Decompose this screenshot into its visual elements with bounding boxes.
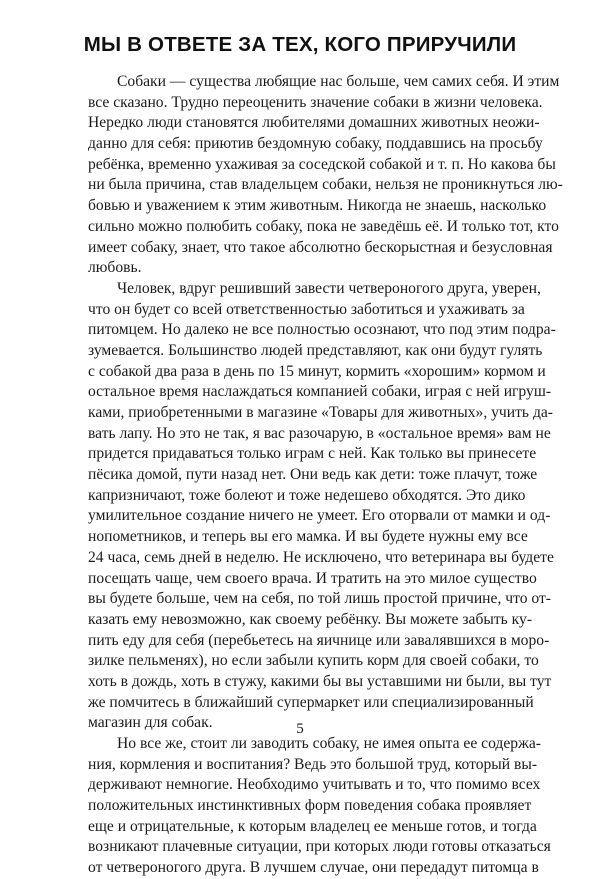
text-line: же помчитесь в ближайший супермаркет или специализированный — [88, 693, 534, 711]
text-line: 24 часа, семь дней в неделю. Не исключено, что ветеринара вы будете — [88, 548, 554, 566]
text-line: ребёнка, временно ухаживая за соседской собакой и т. п. Но какова бы — [88, 155, 556, 173]
text-line: магазин для собак. — [88, 714, 213, 732]
text-line: пить еду для себя (перебьетесь на яичнице или завалявшихся в моро- — [88, 631, 550, 649]
text-line: Человек, вдруг решивший завести четвероногого друга, уверен, — [117, 279, 541, 297]
text-line: хоть в дождь, хоть в стужу, какими бы вы уставшими ни были, вы тут — [88, 672, 552, 690]
text-line: пёсика домой, пути назад нет. Они ведь как дети: тоже плачут, тоже — [88, 466, 538, 484]
body-text — [88, 72, 563, 879]
text-line: Собаки — существа любящие нас больше, чем самих себя. И этим — [117, 73, 560, 90]
paragraph-3 — [88, 734, 551, 879]
text-line: вать лапу. Но это не так, я вас разочарую, в «остальное время» вам не — [88, 424, 551, 442]
paragraph-2 — [88, 279, 556, 734]
text-line: вы будете больше, чем на себя, по той лишь простой причине, что от- — [88, 590, 551, 608]
text-line: питомцем. Но далеко не все полностью осознают, что под этим подра- — [88, 321, 556, 339]
text-line: Но все же, стоит ли заводить собаку, не имея опыта ее содержа- — [117, 735, 541, 752]
text-line: еще и отрицательные, к которым владелец ее меньше готов, и тогда — [88, 817, 537, 835]
text-line: зумевается. Большинство людей представляют, как они будут гулять — [88, 341, 543, 359]
text-line: держивают немногие. Необходимо учитывать и то, что помимо всех — [88, 776, 541, 794]
page-number: 5 — [296, 721, 304, 737]
text-line: придется придаваться только играм с ней. Как только вы принесете — [88, 445, 537, 463]
text-line: остальное время наслаждаться компанией собаки, играя с ней игруш- — [88, 383, 552, 401]
text-line: ками, приобретенными в магазине «Товары для животных», учить да- — [88, 404, 553, 421]
text-line: умилительное создание ничего не умеет. Его оторвали от мамки и од- — [88, 507, 551, 525]
text-line: данно для себя: приютив бездомную собаку, поддавшись на просьбу — [88, 135, 543, 153]
text-line: капризничают, тоже болеют и тоже недешево обходятся. Это дико — [88, 486, 526, 504]
text-line: все сказано. Трудно переоценить значение собаки в жизни человека. — [88, 93, 543, 111]
text-line: посещать чаще, чем своего врача. И тратить на это милое существо — [88, 569, 537, 587]
text-line: положительных инстинктивных форм поведения собака проявляет — [88, 797, 532, 815]
text-line: что он будет со всей ответственностью заботиться и ухаживать за — [88, 300, 525, 318]
text-line: сильно можно полюбить собаку, пока не заведёшь её. И только тот, кто — [88, 217, 559, 235]
text-line: Нередко люди становятся любителями домашних животных неожи- — [88, 114, 540, 132]
text-line: от четвероногого друга. В лучшем случае, они передадут питомца в — [88, 859, 539, 877]
text-line: с собакой два раза в день по 15 минут, кормить «хорошим» кормом и — [88, 362, 546, 380]
text-line: любовь. — [88, 259, 142, 277]
paragraph-1 — [88, 72, 563, 279]
text-line: ния, кормления и воспитания? Ведь это большой труд, который вы- — [88, 755, 538, 773]
text-line: возникают плачевные ситуации, при которых люди готовы отказаться — [88, 838, 551, 856]
text-line: казать ему невозможно, как своему ребёнку. Вы можете забыть ку- — [88, 610, 533, 628]
text-line: имеет собаку, знает, что такое абсолютно бескорыстная и безусловная — [88, 238, 553, 256]
text-line: нопометников, и теперь вы его мамка. И вы будете нужны ему все — [88, 528, 528, 546]
text-line: бовью и уважением к этим животным. Никогда не знаешь, насколько — [88, 197, 547, 215]
chapter-title: МЫ В ОТВЕТЕ ЗА ТЕХ, КОГО ПРИРУЧИЛИ — [83, 33, 517, 56]
text-line: ни была причина, став владельцем собаки, нельзя не проникнуться лю- — [88, 176, 563, 194]
text-line: зилке пельменях), но если забыли купить корм для своей собаки, то — [88, 652, 539, 670]
